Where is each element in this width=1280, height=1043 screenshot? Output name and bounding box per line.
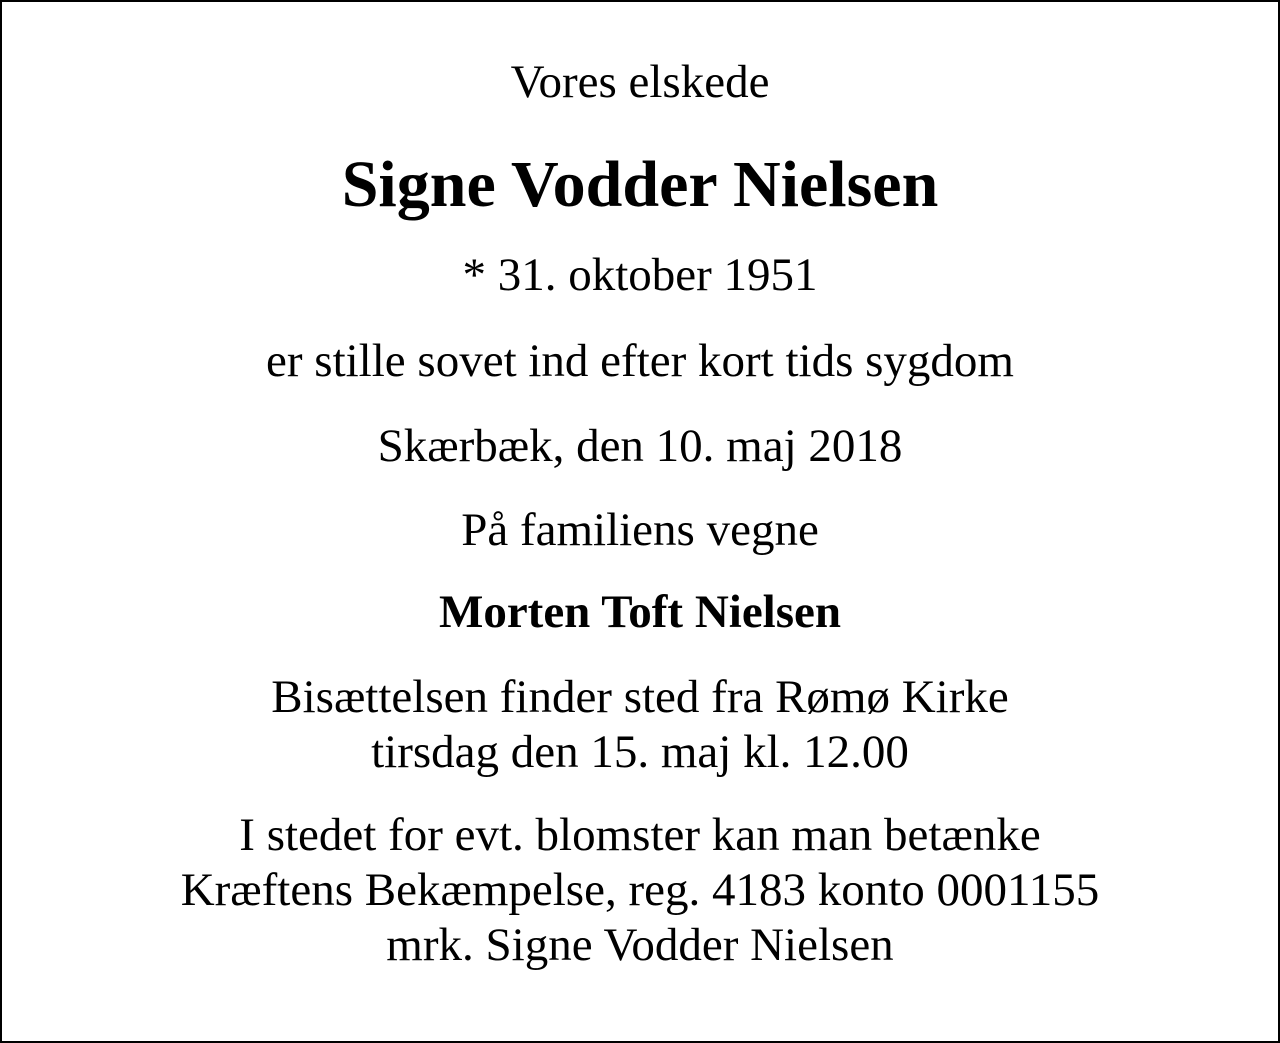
funeral-line: tirsdag den 15. maj kl. 12.00 (371, 726, 909, 778)
donation-line: Kræftens Bekæmpelse, reg. 4183 konto 0001155 (180, 864, 1100, 916)
funeral-line: Bisættelsen finder sted fra Rømø Kirke (271, 671, 1009, 723)
donation-line: I stedet for evt. blomster kan man betænke (239, 809, 1041, 861)
birth-date: * 31. oktober 1951 (462, 249, 818, 301)
place-date: Skærbæk, den 10. maj 2018 (377, 420, 903, 472)
funeral-info (2, 671, 1278, 778)
on-behalf-text: På familiens vegne (461, 504, 819, 556)
donation-line: mrk. Signe Vodder Nielsen (386, 919, 894, 971)
donation-info (2, 809, 1278, 971)
deceased-name: Signe Vodder Nielsen (341, 148, 939, 221)
intro-text: Vores elskede (510, 56, 770, 108)
passing-text: er stille sovet ind efter kort tids sygdom (266, 335, 1014, 387)
signer-name: Morten Toft Nielsen (438, 586, 842, 638)
